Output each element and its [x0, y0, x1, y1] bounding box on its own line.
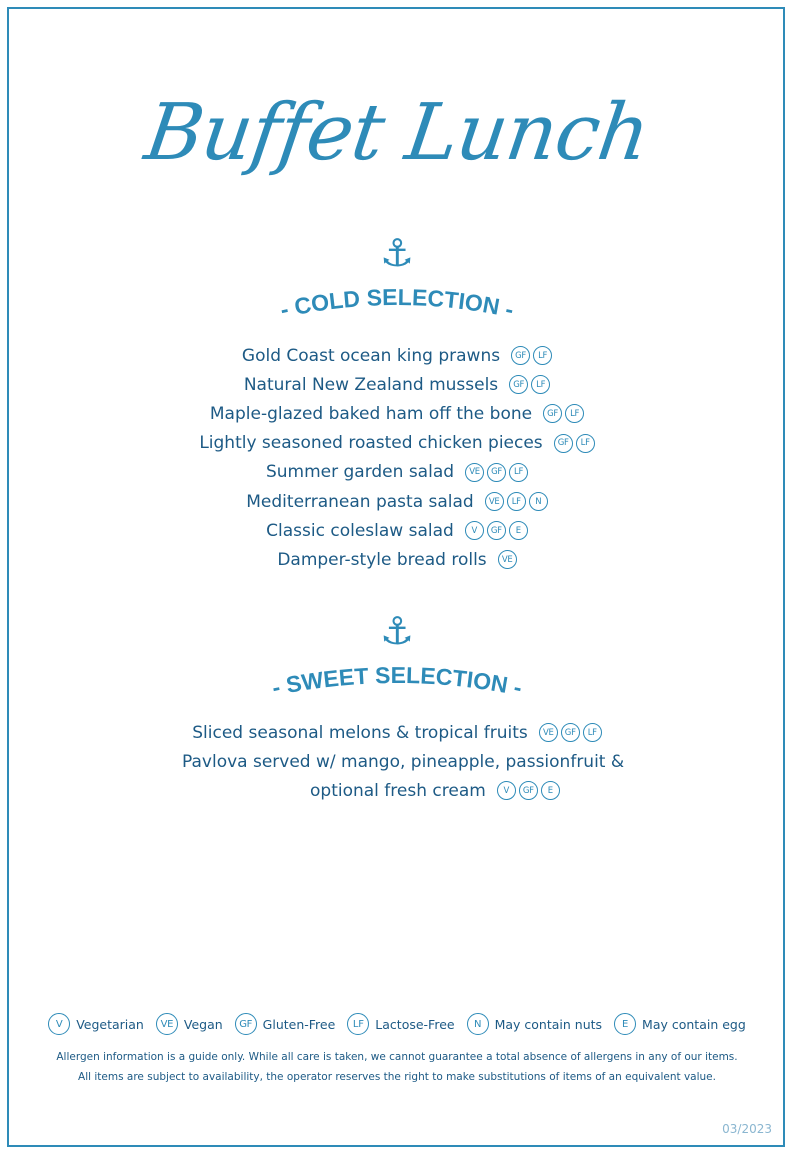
allergen-badge: GF — [554, 434, 573, 453]
cold-selection-heading — [0, 280, 794, 330]
allergen-badge: GF — [487, 463, 506, 482]
menu-item-name: Mediterranean pasta salad — [246, 491, 474, 512]
page-title: Buffet Lunch — [139, 88, 655, 178]
menu-item-name: Maple-glazed baked ham off the bone — [209, 403, 533, 424]
allergen-badge: V — [497, 781, 516, 800]
legend-label: Lactose-Free — [375, 1016, 455, 1032]
legend-entry — [48, 1013, 144, 1035]
menu-item — [0, 341, 794, 370]
disclaimer-line-1: Allergen information is a guide only. While all care is taken, we cannot guarantee a total absence of allergens in any of our items. — [56, 1051, 738, 1063]
menu-item-name: Summer garden salad — [265, 462, 455, 483]
legend-label: Gluten-Free — [262, 1016, 336, 1032]
allergen-badge: N — [529, 492, 548, 511]
allergen-badge: GF — [543, 404, 562, 423]
cold-heading-text: - COLD SELECTION - — [277, 283, 517, 323]
menu-item-name: Pavlova served w/ mango, pineapple, passionfruit & — [182, 751, 625, 772]
allergen-badge: GF — [519, 781, 538, 800]
menu-item — [0, 776, 794, 805]
menu-item-name: Damper-style bread rolls — [277, 549, 487, 570]
allergen-badge: E — [541, 781, 560, 800]
menu-item — [0, 399, 794, 428]
menu-item — [0, 718, 794, 747]
menu-item-name: Classic coleslaw salad — [266, 520, 454, 541]
menu-item — [0, 458, 794, 487]
allergen-badge: E — [509, 521, 528, 540]
sweet-heading-text: - SWEET SELECTION - — [269, 661, 525, 701]
menu-date: 03/2023 — [722, 1122, 772, 1136]
sweet-selection-heading — [0, 658, 794, 708]
anchor-icon: ⚓ — [379, 231, 415, 275]
menu-item-name: Lightly seasoned roasted chicken pieces — [199, 433, 543, 454]
menu-item-name: Natural New Zealand mussels — [243, 374, 499, 395]
menu-border — [7, 7, 785, 1147]
legend-entry — [467, 1013, 602, 1035]
legend-label: Vegan — [183, 1016, 223, 1032]
legend-badge: E — [614, 1013, 636, 1035]
legend-entry — [614, 1013, 746, 1035]
allergen-badge: LF — [509, 463, 528, 482]
menu-item — [0, 370, 794, 399]
menu-item — [0, 487, 794, 516]
legend-badge: LF — [347, 1013, 369, 1035]
allergen-badge: GF — [511, 346, 530, 365]
legend-badge: GF — [235, 1013, 257, 1035]
allergen-badge: LF — [583, 723, 602, 742]
legend-label: May contain nuts — [494, 1016, 603, 1032]
allergen-badge: LF — [576, 434, 595, 453]
allergen-badge: LF — [533, 346, 552, 365]
allergen-badge: LF — [565, 404, 584, 423]
allergen-badge: VE — [539, 723, 558, 742]
legend-badge: V — [48, 1013, 70, 1035]
menu-item-name: optional fresh cream — [310, 780, 486, 801]
legend-label: May contain egg — [642, 1016, 746, 1032]
disclaimer-line-2: All items are subject to availability, the operator reserves the right to make substitutions of items of an equivalent value. — [78, 1071, 716, 1083]
allergen-legend — [0, 1013, 794, 1035]
allergen-badge: LF — [531, 375, 550, 394]
menu-item — [0, 545, 794, 574]
legend-entry — [156, 1013, 223, 1035]
cold-items-list — [0, 341, 794, 575]
allergen-badge: VE — [465, 463, 484, 482]
menu-item-name: Gold Coast ocean king prawns — [241, 345, 501, 366]
svg-text:- SWEET SELECTION - — [270, 662, 525, 701]
menu-item-name: Sliced seasonal melons & tropical fruits — [192, 722, 528, 743]
menu-item — [0, 429, 794, 458]
allergen-badge: GF — [561, 723, 580, 742]
legend-label: Vegetarian — [76, 1016, 144, 1032]
legend-badge: N — [467, 1013, 489, 1035]
allergen-badge: GF — [509, 375, 528, 394]
menu-item — [0, 516, 794, 545]
sweet-items-list — [0, 718, 794, 806]
svg-text:- COLD SELECTION - — [278, 284, 516, 323]
allergen-badge: GF — [487, 521, 506, 540]
menu-item — [0, 747, 794, 776]
allergen-badge: VE — [498, 550, 517, 569]
legend-entry — [347, 1013, 454, 1035]
anchor-icon: ⚓ — [379, 609, 415, 653]
allergen-badge: VE — [485, 492, 504, 511]
legend-entry — [235, 1013, 336, 1035]
legend-badge: VE — [156, 1013, 178, 1035]
allergen-badge: LF — [507, 492, 526, 511]
allergen-badge: V — [465, 521, 484, 540]
